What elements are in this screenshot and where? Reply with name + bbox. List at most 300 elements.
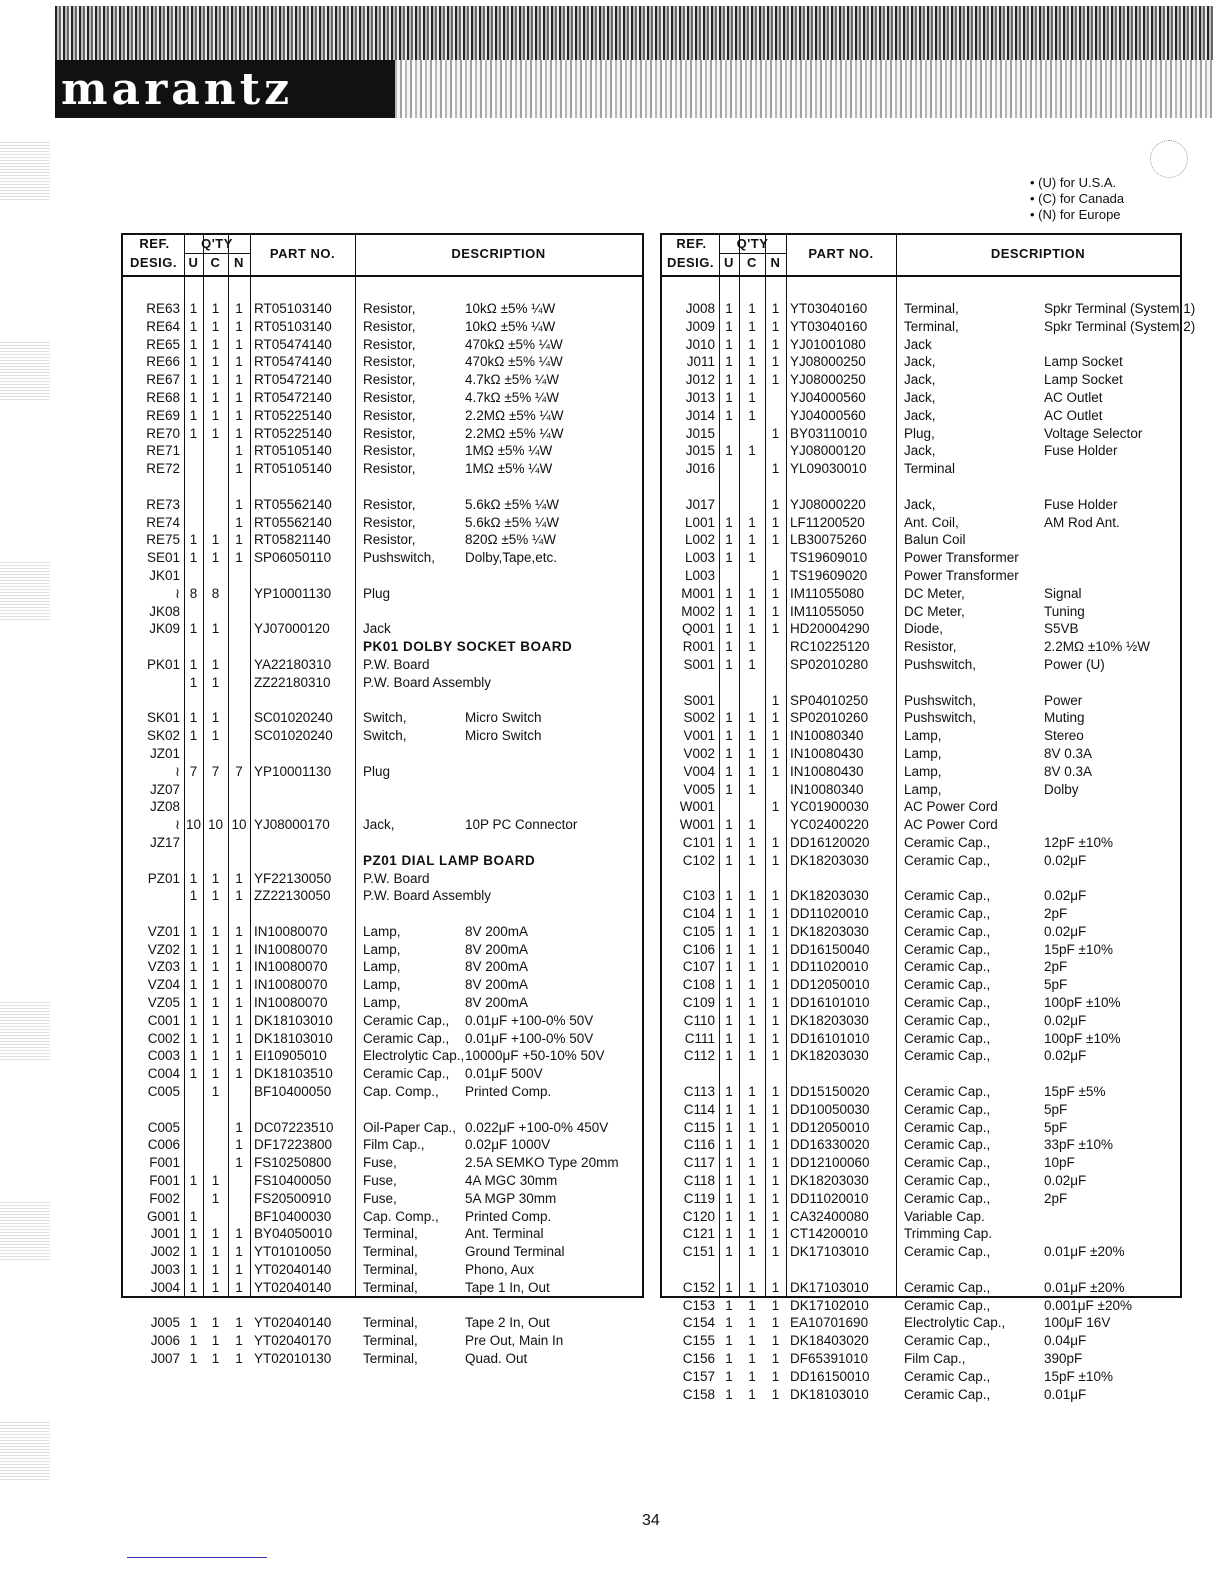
part-number: YT01010050 xyxy=(254,1244,332,1260)
part-number: IN10080340 xyxy=(790,728,864,744)
table-row xyxy=(123,442,642,460)
qty-c: 1 xyxy=(211,1173,220,1189)
qty-u: 10 xyxy=(185,817,202,833)
ref-designator: C158 xyxy=(682,1386,715,1402)
part-number: BY03110010 xyxy=(790,425,868,441)
table-row xyxy=(662,870,1180,888)
description: Cap. Comp., xyxy=(363,1084,439,1100)
specification: 8V 200mA xyxy=(465,995,529,1011)
qty-n: 1 xyxy=(771,1084,780,1100)
qty-c: 1 xyxy=(211,1190,220,1206)
ref-designator: RE63 xyxy=(146,301,180,316)
table-row xyxy=(662,1136,1180,1154)
table-row xyxy=(662,585,1180,603)
table-row xyxy=(123,496,642,514)
header-qty: Q'TY xyxy=(201,236,233,251)
description: Resistor, xyxy=(363,514,416,530)
qty-n: 1 xyxy=(771,1297,780,1313)
qty-u: 1 xyxy=(189,1226,198,1242)
qty-c: 1 xyxy=(748,834,756,850)
ref-designator: C106 xyxy=(682,941,715,957)
ref-designator: J015 xyxy=(685,425,715,441)
qty-c: 1 xyxy=(748,1279,756,1295)
table-row xyxy=(662,371,1180,389)
qty-u: 1 xyxy=(725,1297,733,1313)
description: Jack, xyxy=(904,389,936,405)
qty-u: 1 xyxy=(189,407,198,423)
description: Ceramic Cap., xyxy=(904,1048,991,1064)
description: Terminal, xyxy=(363,1244,418,1260)
qty-n: 1 xyxy=(771,1386,780,1402)
specification: 8V 200mA xyxy=(465,941,529,957)
table-row xyxy=(662,887,1180,905)
header-c: C xyxy=(747,255,757,270)
part-number: YJ07000120 xyxy=(254,621,330,637)
part-number: IN10080070 xyxy=(254,941,328,957)
qty-n: 1 xyxy=(771,354,780,370)
description: Terminal xyxy=(904,461,956,477)
description: Jack, xyxy=(904,407,936,423)
qty-u: 1 xyxy=(189,354,198,370)
section-title: PK01 DOLBY SOCKET BOARD xyxy=(363,639,573,655)
section-title: PZ01 DIAL LAMP BOARD xyxy=(363,852,536,868)
table-row xyxy=(123,549,642,567)
part-number: DD16150040 xyxy=(790,941,870,957)
description: Jack, xyxy=(363,817,395,833)
specification: 2.2MΩ ±10% ½W xyxy=(1044,639,1151,655)
ref-designator: C005 xyxy=(147,1119,180,1135)
specification: 0.02μF xyxy=(1044,923,1087,939)
qty-c: 1 xyxy=(748,1315,756,1331)
ref-designator: C104 xyxy=(682,906,715,922)
part-number: DK18103010 xyxy=(254,1012,333,1028)
qty-c: 1 xyxy=(211,389,220,405)
part-number: SP06050110 xyxy=(254,550,332,566)
qty-u: 1 xyxy=(189,674,198,690)
table-row xyxy=(662,1101,1180,1119)
table-row xyxy=(662,1119,1180,1137)
qty-c: 1 xyxy=(211,532,220,548)
specification: 5.6kΩ ±5% ¼W xyxy=(465,496,560,512)
qty-n: 1 xyxy=(771,888,780,904)
table-row xyxy=(123,638,642,656)
table-row xyxy=(123,1101,642,1119)
table-row xyxy=(123,923,642,941)
specification: Dolby,Tape,etc. xyxy=(465,550,558,566)
qty-n: 1 xyxy=(235,1351,243,1367)
specification: 0.02μF xyxy=(1044,1048,1087,1064)
qty-c: 1 xyxy=(211,372,220,388)
description: Power Transformer xyxy=(904,567,1019,583)
description: Resistor, xyxy=(363,354,416,370)
qty-c: 1 xyxy=(211,1351,220,1367)
table-row xyxy=(662,336,1180,354)
qty-n: 1 xyxy=(771,1190,780,1206)
ref-designator: C154 xyxy=(682,1315,715,1331)
ref-designator: C156 xyxy=(682,1351,715,1367)
description: Fuse, xyxy=(363,1173,397,1189)
ref-designator: C120 xyxy=(682,1208,715,1224)
specification: 0.01μF 500V xyxy=(465,1066,543,1082)
qty-n: 1 xyxy=(235,923,243,939)
specification: 8V 0.3A xyxy=(1044,745,1093,761)
description: AC Power Cord xyxy=(904,799,998,815)
ref-designator: JZ17 xyxy=(149,834,180,850)
part-number: DD16330020 xyxy=(790,1137,870,1153)
qty-n: 1 xyxy=(235,1137,243,1153)
description: Plug, xyxy=(904,425,935,441)
part-number: EA10701690 xyxy=(790,1315,869,1331)
qty-n: 1 xyxy=(771,1101,780,1117)
qty-n: 1 xyxy=(771,514,780,530)
qty-c: 1 xyxy=(211,301,220,316)
qty-u: 1 xyxy=(725,1012,733,1028)
ref-designator: J016 xyxy=(685,461,715,477)
qty-n: 1 xyxy=(771,763,780,779)
description: Electrolytic Cap., xyxy=(363,1048,465,1064)
specification: 2.2MΩ ±5% ¼W xyxy=(465,407,564,423)
ref-designator: JK08 xyxy=(149,603,180,619)
specification: 0.01μF ±20% xyxy=(1044,1244,1125,1260)
qty-u: 1 xyxy=(725,550,733,566)
qty-u: 1 xyxy=(189,959,198,975)
qty-u: 1 xyxy=(725,407,733,423)
qty-n: 1 xyxy=(235,372,243,388)
qty-n: 1 xyxy=(235,1262,243,1278)
qty-n: 1 xyxy=(771,372,780,388)
table-row xyxy=(123,1083,642,1101)
qty-c: 1 xyxy=(211,336,220,352)
header-desig: DESIG. xyxy=(666,255,715,270)
ref-designator: C109 xyxy=(682,995,715,1011)
table-row xyxy=(123,1136,642,1154)
qty-n: 1 xyxy=(771,1368,780,1384)
qty-c: 1 xyxy=(211,888,220,904)
table-row xyxy=(123,834,642,852)
description: Ceramic Cap., xyxy=(904,1386,991,1402)
description: Ceramic Cap., xyxy=(904,1279,991,1295)
specification: Phono, Aux xyxy=(465,1262,535,1278)
qty-n: 1 xyxy=(771,621,780,637)
qty-n: 1 xyxy=(235,407,243,423)
qty-u: 1 xyxy=(725,852,733,868)
table-row xyxy=(662,781,1180,799)
description: Terminal, xyxy=(363,1262,418,1278)
qty-n: 1 xyxy=(771,496,780,512)
part-number: BY04050010 xyxy=(254,1226,333,1242)
ref-designator: S002 xyxy=(683,710,715,726)
part-number: ZZ22180310 xyxy=(254,674,331,690)
ref-designator: J017 xyxy=(685,496,715,512)
part-number: DD10050030 xyxy=(790,1101,870,1117)
qty-u: 1 xyxy=(725,621,733,637)
qty-c: 1 xyxy=(748,1012,756,1028)
specification: 10kΩ ±5% ¼W xyxy=(465,318,556,334)
ref-designator: C002 xyxy=(147,1030,180,1046)
ref-designator: SK02 xyxy=(146,728,180,744)
specification: Ground Terminal xyxy=(465,1244,565,1260)
description: Resistor, xyxy=(363,532,416,548)
ref-designator: C118 xyxy=(683,1173,715,1189)
table-row xyxy=(123,567,642,585)
description: Ceramic Cap., xyxy=(363,1066,450,1082)
qty-c: 1 xyxy=(748,532,756,548)
part-number: DK18103010 xyxy=(790,1386,869,1402)
ref-designator: M002 xyxy=(681,603,715,619)
legend-canada: • (C) for Canada xyxy=(1030,191,1125,206)
table-row xyxy=(123,353,642,371)
qty-c: 1 xyxy=(748,1190,756,1206)
part-number: YP10001130 xyxy=(254,585,332,601)
qty-u: 1 xyxy=(725,318,733,334)
qty-c: 1 xyxy=(748,1297,756,1313)
specification: 2.2MΩ ±5% ¼W xyxy=(465,425,564,441)
part-number: DK18203030 xyxy=(790,888,869,904)
table-row xyxy=(123,1172,642,1190)
part-number: EI10905010 xyxy=(254,1048,327,1064)
specification: 0.02μF 1000V xyxy=(465,1137,551,1153)
table-row xyxy=(662,567,1180,585)
table-row xyxy=(123,1243,642,1261)
ref-designator: L003 xyxy=(684,567,715,583)
qty-u: 1 xyxy=(725,781,733,797)
table-row xyxy=(662,1030,1180,1048)
qty-u: 1 xyxy=(725,1368,733,1384)
specification: 100pF ±10% xyxy=(1044,1030,1121,1046)
table-row xyxy=(123,620,642,638)
qty-n: 1 xyxy=(771,923,780,939)
part-number: CA32400080 xyxy=(790,1208,869,1224)
ref-designator: Q001 xyxy=(681,621,715,637)
qty-u: 1 xyxy=(725,923,733,939)
table-row xyxy=(123,870,642,888)
table-row xyxy=(662,1350,1180,1368)
table-row xyxy=(662,1368,1180,1386)
specification: 33pF ±10% xyxy=(1044,1137,1113,1153)
part-number: DK18203030 xyxy=(790,852,869,868)
table-row xyxy=(662,798,1180,816)
table-row xyxy=(123,425,642,443)
qty-c: 1 xyxy=(748,514,756,530)
qty-c: 1 xyxy=(748,1101,756,1117)
qty-n: 1 xyxy=(235,336,243,352)
table-row xyxy=(123,1190,642,1208)
part-number: DK18103010 xyxy=(254,1030,333,1046)
part-number: RT05472140 xyxy=(254,389,332,405)
part-number: DD12050010 xyxy=(790,1119,870,1135)
qty-c: 1 xyxy=(748,1226,756,1242)
ref-designator: PZ01 xyxy=(147,870,180,886)
qty-u: 1 xyxy=(725,514,733,530)
qty-c: 1 xyxy=(748,1084,756,1100)
header-c: C xyxy=(210,255,221,270)
ref-designator: J001 xyxy=(150,1226,180,1242)
qty-c: 1 xyxy=(211,941,220,957)
part-number: IN10080430 xyxy=(790,763,864,779)
ref-designator: G001 xyxy=(146,1208,180,1224)
table-row xyxy=(662,1012,1180,1030)
qty-n: 1 xyxy=(235,1030,243,1046)
qty-n: 1 xyxy=(235,1279,243,1295)
part-number: LB30075260 xyxy=(790,532,867,548)
table-row xyxy=(123,852,642,870)
qty-u: 1 xyxy=(189,1244,198,1260)
qty-c: 1 xyxy=(748,443,756,459)
qty-u: 1 xyxy=(189,728,198,744)
part-number: IN10080070 xyxy=(254,959,328,975)
table-row xyxy=(123,603,642,621)
description: Lamp, xyxy=(904,781,942,797)
qty-c: 1 xyxy=(211,1279,220,1295)
ref-designator: C105 xyxy=(682,923,715,939)
description: Jack, xyxy=(904,443,936,459)
qty-c: 1 xyxy=(211,1333,220,1349)
table-row xyxy=(123,816,642,834)
qty-c: 1 xyxy=(211,923,220,939)
ref-designator: C152 xyxy=(682,1279,715,1295)
qty-n: 1 xyxy=(771,906,780,922)
part-number: RT05474140 xyxy=(254,336,332,352)
qty-n: 1 xyxy=(771,461,780,477)
table-row xyxy=(123,976,642,994)
part-number: RT05225140 xyxy=(254,407,332,423)
description: Terminal, xyxy=(363,1226,418,1242)
specification: 0.001μF ±20% xyxy=(1044,1297,1132,1313)
qty-c: 1 xyxy=(211,674,220,690)
part-number: YJ08000120 xyxy=(790,443,866,459)
description: Diode, xyxy=(904,621,944,637)
ref-designator: C116 xyxy=(683,1137,715,1153)
qty-c: 1 xyxy=(211,621,220,637)
specification: 0.01μF +100-0% 50V xyxy=(465,1012,594,1028)
specification: 0.04μF xyxy=(1044,1333,1087,1349)
description: Resistor, xyxy=(363,425,416,441)
description: Ceramic Cap., xyxy=(904,1190,991,1206)
part-number: YT03040160 xyxy=(790,301,868,316)
qty-u: 1 xyxy=(725,1101,733,1117)
qty-n: 1 xyxy=(235,959,243,975)
qty-n: 1 xyxy=(235,1012,243,1028)
qty-u: 1 xyxy=(725,1048,733,1064)
qty-u: 1 xyxy=(725,532,733,548)
table-row xyxy=(662,1261,1180,1279)
qty-u: 1 xyxy=(725,1155,733,1171)
qty-n: 1 xyxy=(235,870,243,886)
qty-n: 1 xyxy=(235,1048,243,1064)
qty-n: 1 xyxy=(771,745,780,761)
table-row xyxy=(123,709,642,727)
qty-c: 1 xyxy=(211,1315,220,1331)
description: Oil-Paper Cap., xyxy=(363,1119,457,1135)
description: Ceramic Cap., xyxy=(904,995,991,1011)
part-number: YP10001130 xyxy=(254,763,332,779)
qty-n: 1 xyxy=(235,1244,243,1260)
qty-u: 1 xyxy=(725,1030,733,1046)
ref-designator: V002 xyxy=(683,745,715,761)
table-row xyxy=(662,1065,1180,1083)
part-number: DD11020010 xyxy=(790,906,869,922)
table-row xyxy=(662,816,1180,834)
part-number: YJ08000250 xyxy=(790,354,866,370)
description: P.W. Board Assembly xyxy=(363,888,492,904)
description: P.W. Board Assembly xyxy=(363,674,492,690)
header-n: N xyxy=(770,255,781,270)
description: Fuse, xyxy=(363,1155,397,1171)
part-number: CT14200010 xyxy=(790,1226,869,1242)
part-number: TS19609010 xyxy=(790,550,868,566)
ref-designator: SK01 xyxy=(146,710,180,726)
part-number: YT02040140 xyxy=(254,1279,332,1295)
description: Pushswitch, xyxy=(363,550,436,566)
qty-n: 1 xyxy=(235,301,243,316)
ref-designator: ≀ xyxy=(174,763,180,779)
description: Power Transformer xyxy=(904,550,1019,566)
table-row xyxy=(662,745,1180,763)
qty-n: 1 xyxy=(235,1155,243,1171)
ref-designator: RE67 xyxy=(146,372,180,388)
description: Ceramic Cap., xyxy=(904,1119,991,1135)
specification: 10pF xyxy=(1044,1155,1075,1171)
qty-u: 1 xyxy=(725,301,733,316)
qty-n: 1 xyxy=(771,1048,780,1064)
description: P.W. Board xyxy=(363,870,430,886)
specification: 10P PC Connector xyxy=(465,817,578,833)
specification: Spkr Terminal (System 2) xyxy=(1044,318,1196,334)
qty-header-rule xyxy=(184,253,250,254)
specification: 470kΩ ±5% ¼W xyxy=(465,336,563,352)
description: Ceramic Cap., xyxy=(904,977,991,993)
ref-designator: RE72 xyxy=(146,461,180,477)
table-row xyxy=(123,318,642,336)
ref-designator: C006 xyxy=(147,1137,180,1153)
ref-designator: L001 xyxy=(684,514,715,530)
ref-designator: SE01 xyxy=(146,550,180,566)
qty-u: 1 xyxy=(725,745,733,761)
part-number: YT02040170 xyxy=(254,1333,332,1349)
qty-n: 1 xyxy=(771,1315,780,1331)
brand-logo xyxy=(55,60,395,118)
specification: Quad. Out xyxy=(465,1351,528,1367)
qty-u: 1 xyxy=(725,977,733,993)
specification: 2pF xyxy=(1044,1190,1068,1206)
table-row xyxy=(662,407,1180,425)
qty-u: 1 xyxy=(725,1386,733,1402)
table-row xyxy=(662,620,1180,638)
qty-n: 1 xyxy=(235,977,243,993)
qty-n: 1 xyxy=(235,1315,243,1331)
qty-u: 1 xyxy=(189,532,198,548)
description: Resistor, xyxy=(363,389,416,405)
qty-n: 1 xyxy=(235,461,243,477)
part-number: YT02040140 xyxy=(254,1262,332,1278)
qty-c: 1 xyxy=(748,1351,756,1367)
part-number: RT05103140 xyxy=(254,318,332,334)
ref-designator: J003 xyxy=(150,1262,180,1278)
table-row xyxy=(662,1190,1180,1208)
ref-designator: C107 xyxy=(682,959,715,975)
part-number: DK17103010 xyxy=(790,1244,869,1260)
qty-u: 1 xyxy=(189,995,198,1011)
part-number: DK17103010 xyxy=(790,1279,869,1295)
description: Plug xyxy=(363,585,391,601)
specification: 5pF xyxy=(1044,977,1068,993)
part-number: YF22130050 xyxy=(254,870,332,886)
ref-designator: C114 xyxy=(683,1101,715,1117)
specification: 8V 200mA xyxy=(465,977,529,993)
ref-designator: J010 xyxy=(685,336,715,352)
specification: 820Ω ±5% ¼W xyxy=(465,532,557,548)
part-number: DD16120020 xyxy=(790,834,870,850)
